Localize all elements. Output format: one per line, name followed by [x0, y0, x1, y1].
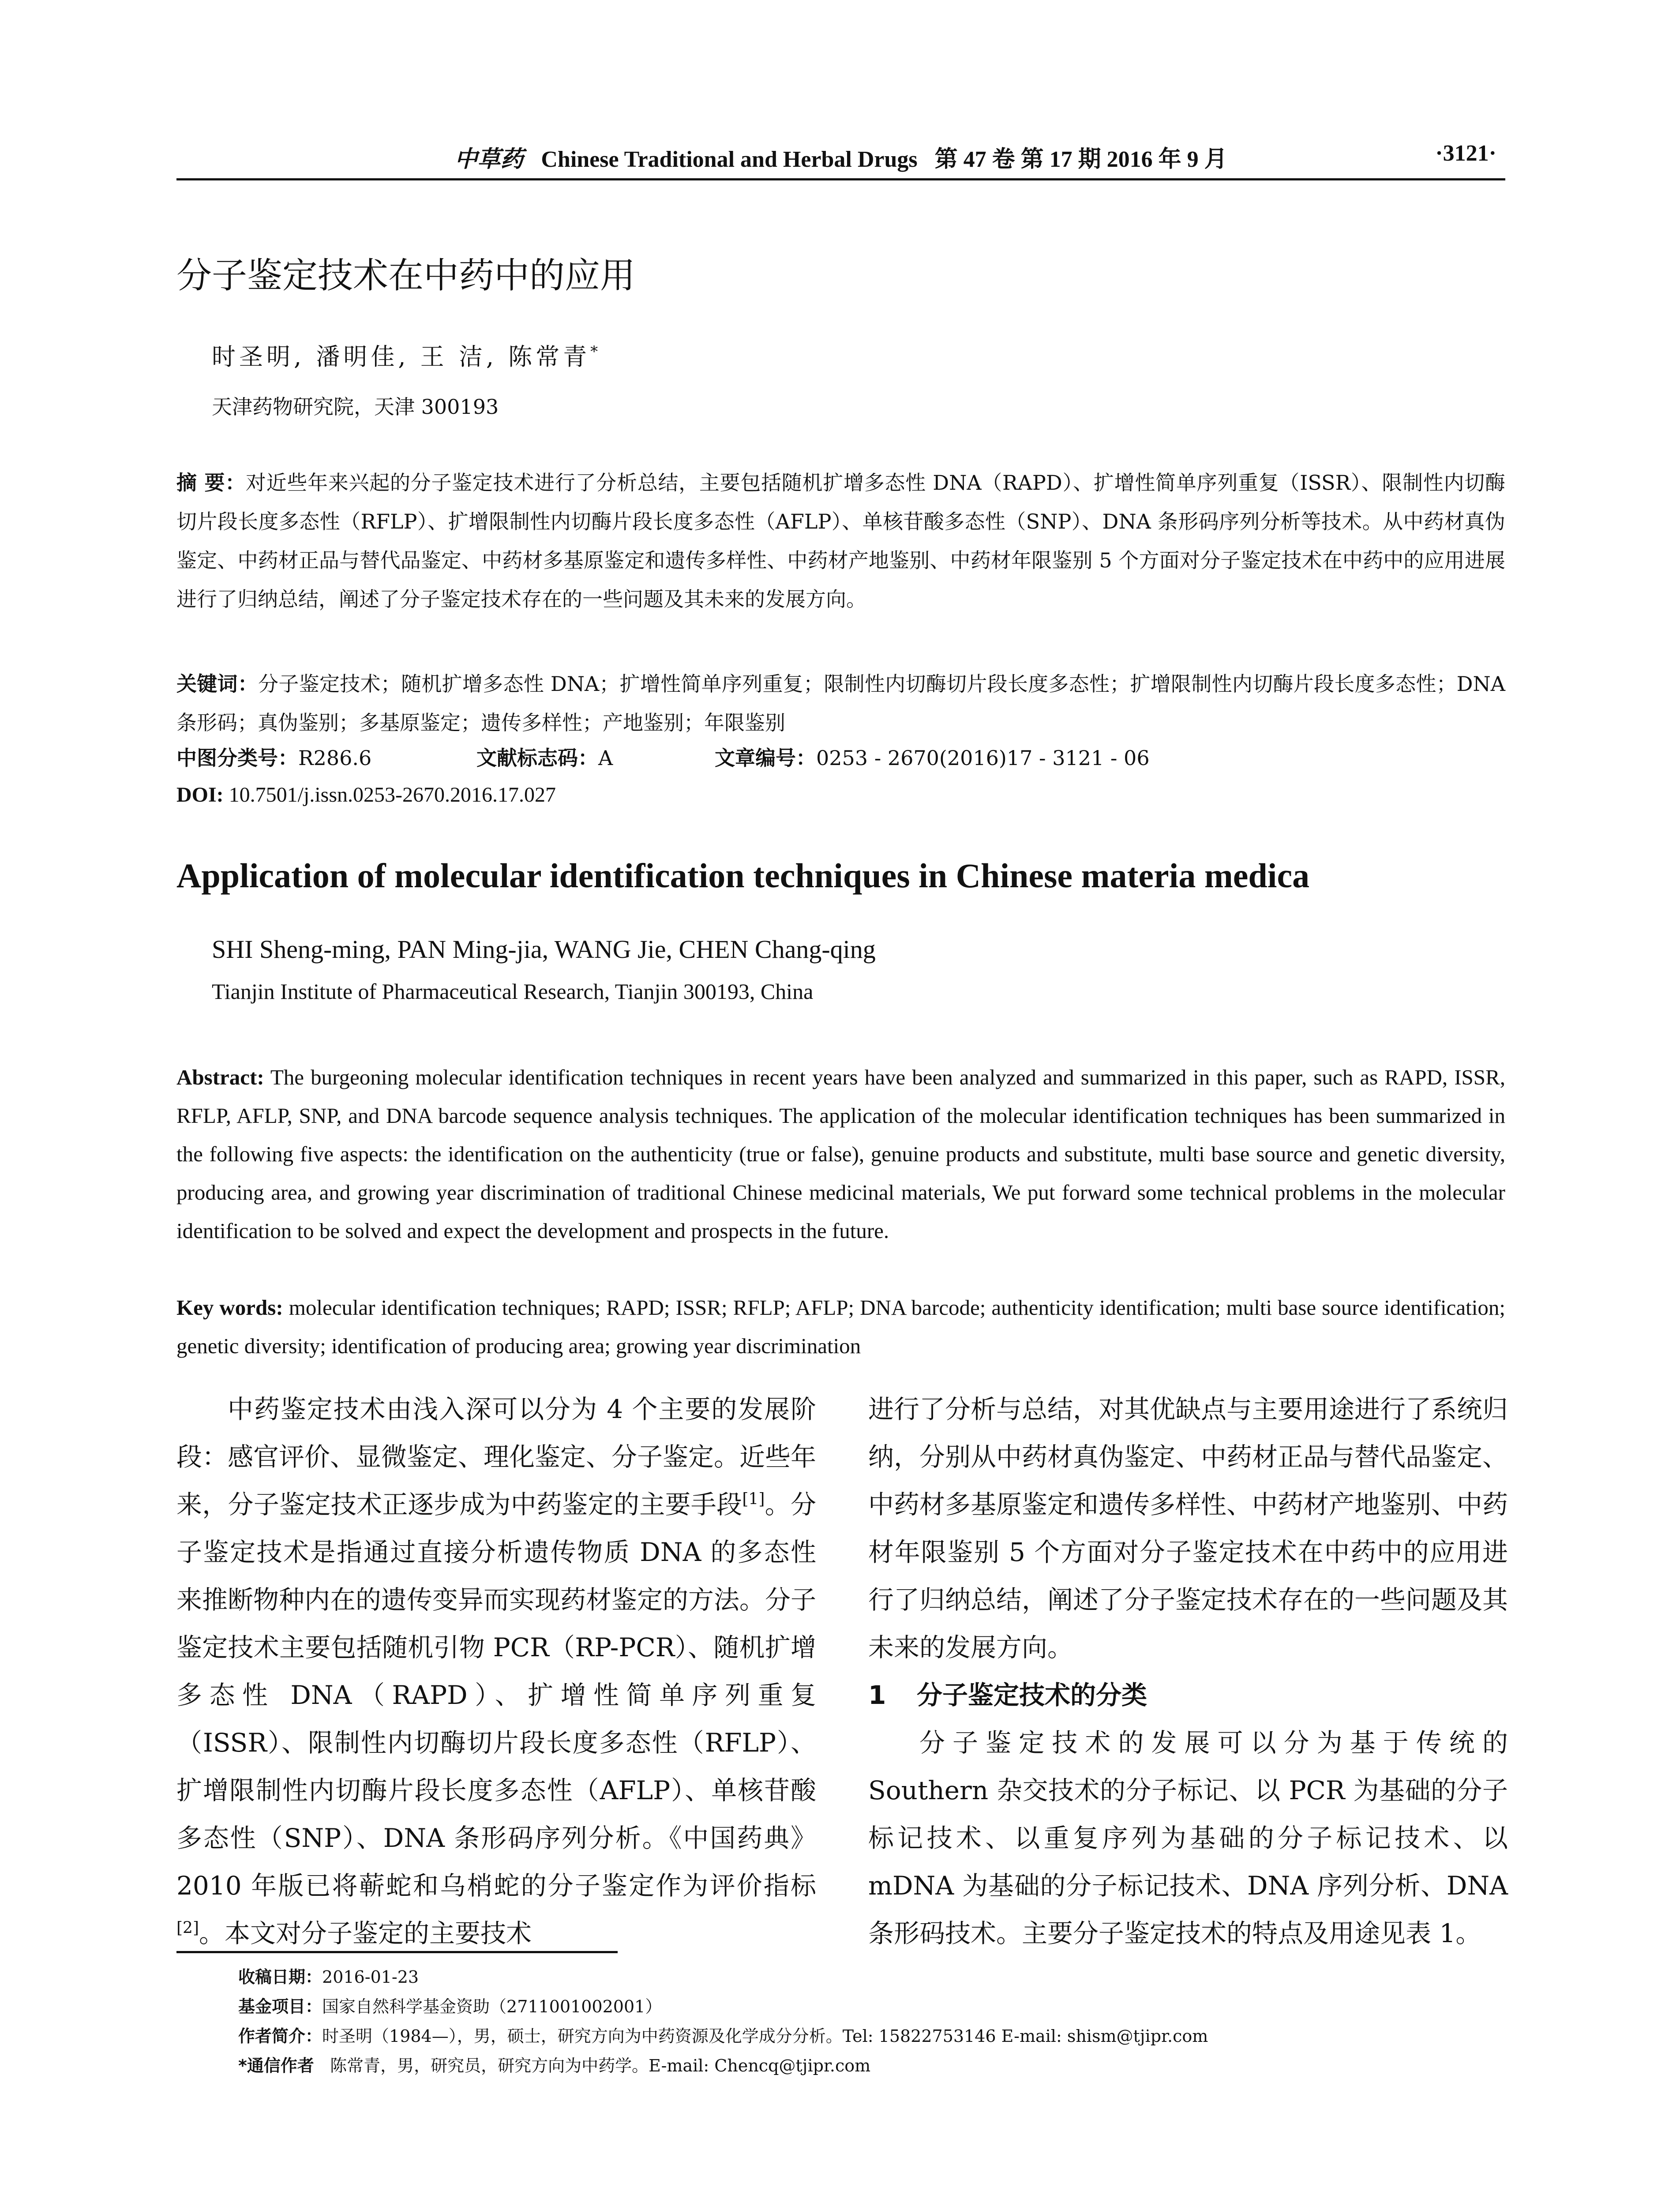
footnote-corresponding: *通信作者 陈常青，男，研究员，研究方向为中药学。E-mail: Chencq@tjipr.com [238, 2056, 871, 2075]
doi [176, 783, 556, 807]
corresponding-mark: * [590, 343, 602, 360]
doi-value[interactable]: 10.7501/j.issn.0253-2670.2016.17.027 [229, 783, 556, 807]
issue-info: 第 47 卷 第 17 期 2016 年 9 月 [934, 147, 1227, 172]
document-code: 文献标志码：A [476, 746, 613, 770]
body-paragraph-1: 中药鉴定技术由浅入深可以分为 4 个主要的发展阶段：感官评价、显微鉴定、理化鉴定、分子鉴定。近些年来，分子鉴定技术正逐步成为中药鉴定的主要手段[1]。分子鉴定技术是指通过直接分析遗传物质 DNA 的多态性来推断物种内在的遗传变异而实现药材鉴定的方法。分子鉴定技术主要包括随机引物 PCR（RP-PCR）、随机扩增多态性 DNA（RAPD）、扩增性简单序列重复（ISSR）、限制性内切酶切片段长度多态性（RFLP）、扩增限制性内切酶片段长度多态性（AFLP）、单核苷酸多态性（SNP）、DNA 条形码序列分析。《中国药典》2010 年版已将蕲蛇和乌梢蛇的分子鉴定作为评价指标[2]。本文对分子鉴定的主要技术 [176, 1394, 817, 1948]
authors-cn-names: 时圣明, 潘明佳, 王 洁, 陈常青 [212, 343, 591, 371]
footnotes [238, 1962, 1208, 2081]
keywords-en [176, 1288, 1505, 1365]
footnote-rule [176, 1951, 618, 1953]
abstract-cn-text: 对近些年来兴起的分子鉴定技术进行了分析总结，主要包括随机扩增多态性 DNA（RAPD）、扩增性简单序列重复（ISSR）、限制性内切酶切片段长度多态性（RFLP）、扩增限制性内切酶片段长度多态性（AFLP）、单核苷酸多态性（SNP）、DNA 条形码序列分析等技术。从中药材真伪鉴定、中药材正品与替代品鉴定、中药材多基原鉴定和遗传多样性、中药材产地鉴别、中药材年限鉴别 5 个方面对分子鉴定技术在中药中的应用进展进行了归纳总结，阐述了分子鉴定技术存在的一些问题及其未来的发展方向。 [176, 471, 1505, 611]
abstract-cn-label: 摘 要： [176, 471, 246, 495]
keywords-en-text: molecular identification techniques; RAPD; ISSR; RFLP; AFLP; DNA barcode; authenticity identification; multi base source identification; genetic diversity; identification of producing area; growing year discrimination [176, 1295, 1505, 1358]
authors-cn [212, 338, 601, 372]
keywords-cn [176, 664, 1505, 742]
footnote-received: 收稿日期：2016-01-23 [238, 1967, 419, 1987]
authors-en: SHI Sheng-ming, PAN Ming-jia, WANG Jie, CHEN Chang-qing [212, 935, 876, 964]
abstract-en-text: The burgeoning molecular identification techniques in recent years have been analyzed and summarized in this paper, such as RAPD, ISSR, RFLP, AFLP, SNP, and DNA barcode sequence analysis techniques. The application of the molecular identification techniques has been summarized in the following five aspects: the identification on the authenticity (true or false), genuine products and substitute, multi base source and genetic diversity, producing area, and growing year discrimination of traditional Chinese medicinal materials, We put forward some technical problems in the molecular identification to be solved and expect the development and prospects in the future. [176, 1065, 1505, 1243]
body-column-right [868, 1385, 1508, 1957]
running-header [176, 140, 1505, 180]
title-cn: 分子鉴定技术在中药中的应用 [176, 255, 635, 296]
title-en: Application of molecular identification techniques in Chinese materia medica [176, 856, 1310, 895]
doi-label: DOI: [176, 783, 224, 807]
clc-number: 中图分类号：R286.6 [176, 746, 372, 770]
page-number: ·3121· [1435, 141, 1496, 166]
section-1-title: 分子鉴定技术的分类 [917, 1680, 1148, 1710]
abstract-en-label: Abstract: [176, 1065, 264, 1089]
journal-name-cn: 中草药 [454, 146, 524, 173]
abstract-en [176, 1058, 1505, 1250]
keywords-cn-label: 关键词： [176, 672, 259, 696]
section-1-heading [868, 1671, 1508, 1719]
keywords-en-label: Key words: [176, 1295, 283, 1320]
affiliation-cn: 天津药物研究院，天津 300193 [212, 395, 499, 419]
footnote-fund: 基金项目：国家自然科学基金资助（2711001002001） [238, 1997, 662, 2016]
journal-name-en: Chinese Traditional and Herbal Drugs [541, 147, 918, 172]
reference-1[interactable]: [1] [742, 1490, 765, 1508]
body-paragraph-2: 分子鉴定技术的发展可以分为基于传统的 Southern 杂交技术的分子标记、以 PCR 为基础的分子标记技术、以重复序列为基础的分子标记技术、以 mDNA 为基础的分子标记技术、DNA 序列分析、DNA 条形码技术。主要分子鉴定技术的特点及用途见表 1。 [868, 1728, 1508, 1948]
reference-2[interactable]: [2] [176, 1919, 199, 1937]
keywords-cn-text: 分子鉴定技术；随机扩增多态性 DNA；扩增性简单序列重复；限制性内切酶切片段长度多态性；扩增限制性内切酶片段长度多态性；DNA 条形码；真伪鉴别；多基原鉴定；遗传多样性；产地鉴别；年限鉴别 [176, 672, 1506, 735]
body-column-left [176, 1385, 816, 1957]
body-paragraph-1-cont: 进行了分析与总结，对其优缺点与主要用途进行了系统归纳，分别从中药材真伪鉴定、中药材正品与替代品鉴定、中药材多基原鉴定和遗传多样性、中药材产地鉴别、中药材年限鉴别 5 个方面对分子鉴定技术在中药中的应用进行了归纳总结，阐述了分子鉴定技术存在的一些问题及其未来的发展方向。 [868, 1394, 1508, 1662]
header-center [176, 140, 1505, 173]
abstract-cn [176, 463, 1505, 619]
classification-row [176, 742, 1505, 771]
affiliation-en: Tianjin Institute of Pharmaceutical Research, Tianjin 300193, China [212, 979, 814, 1004]
article-number: 文章编号：0253 - 2670(2016)17 - 3121 - 06 [715, 746, 1150, 770]
section-1-number: 1 [868, 1680, 886, 1710]
footnote-author: 作者简介：时圣明（1984—），男，硕士，研究方向为中药资源及化学成分分析。Tel: 15822753146 E-mail: shism@tjipr.com [238, 2026, 1208, 2046]
